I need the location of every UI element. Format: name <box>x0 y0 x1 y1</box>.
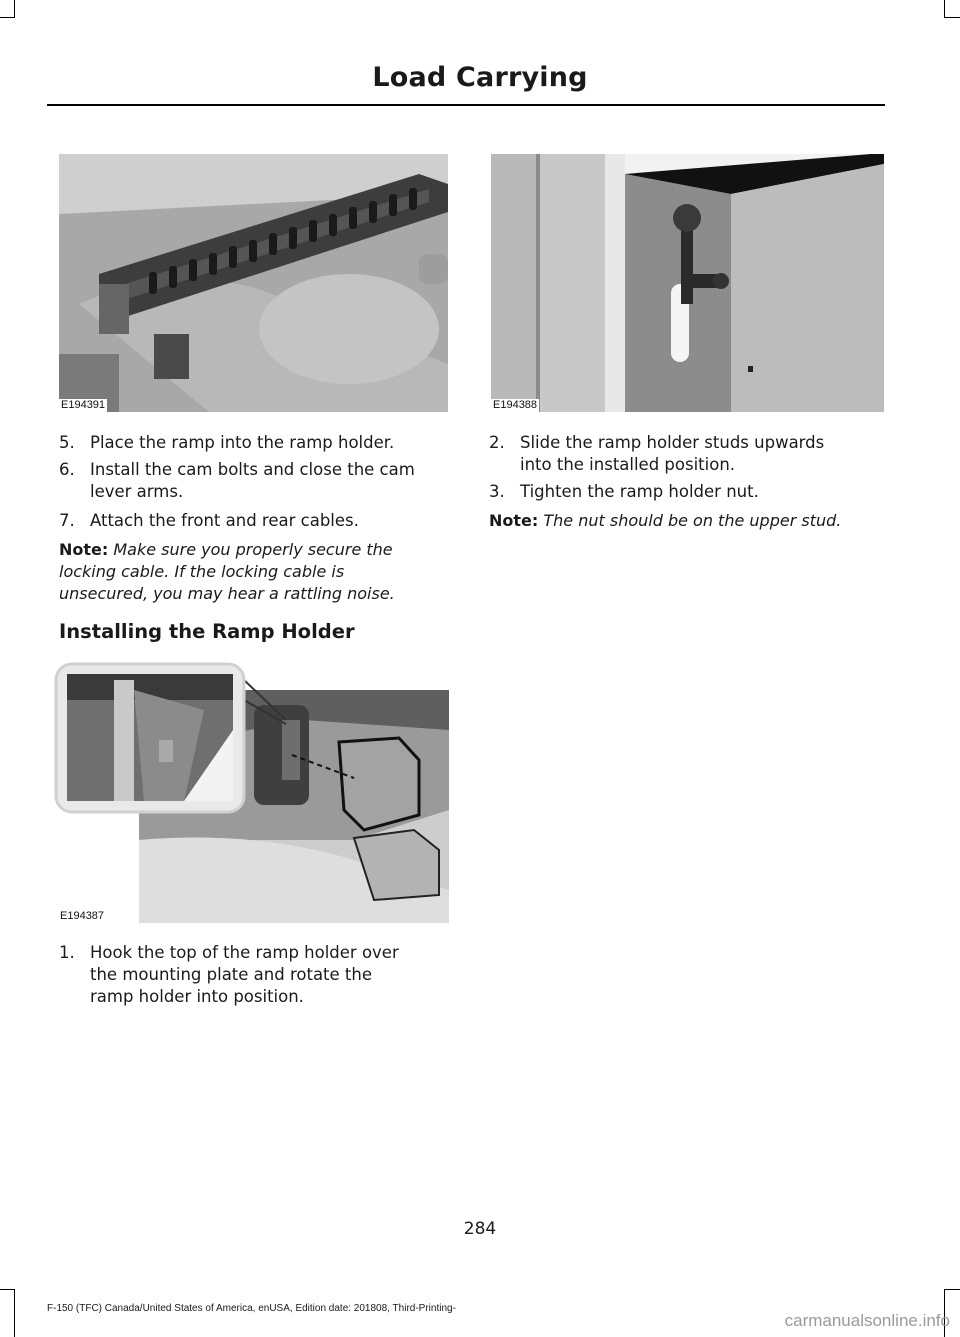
crop-mark <box>14 1289 15 1337</box>
figure-id: E194388 <box>493 399 538 411</box>
step-text: Hook the top of the ramp holder over <box>90 943 399 962</box>
step-number: 2. <box>489 433 505 452</box>
step-text: Attach the front and rear cables. <box>90 511 359 530</box>
list-item <box>59 942 459 1008</box>
crop-mark <box>944 0 945 18</box>
crop-mark <box>0 17 15 18</box>
step-text: ramp holder into position. <box>90 987 304 1006</box>
note-text: Make sure you properly secure the <box>113 540 393 559</box>
step-text: into the installed position. <box>520 455 736 474</box>
step-number: 6. <box>59 460 75 479</box>
ramp-holder-studs-illustration <box>491 154 884 412</box>
installing-ramp-holder-illustration <box>54 660 449 923</box>
list-item <box>59 459 459 503</box>
note-block <box>489 510 899 532</box>
footer-text: F-150 (TFC) Canada/United States of America, enUSA, Edition date: 201808, Third-Printing- <box>47 1303 456 1314</box>
note-block <box>59 539 459 605</box>
step-text: Install the cam bolts and close the cam <box>90 460 415 479</box>
figure-id: E194391 <box>61 399 106 411</box>
note-label: Note: <box>59 540 109 559</box>
step-text: Slide the ramp holder studs upwards <box>520 433 825 452</box>
figure-ramp-holder-studs <box>491 154 884 412</box>
step-number: 1. <box>59 943 75 962</box>
crop-mark <box>945 1289 960 1290</box>
step-number: 7. <box>59 511 75 530</box>
figure-installing-ramp-holder <box>54 660 449 923</box>
ramp-in-holder-illustration <box>59 154 448 412</box>
crop-mark <box>0 1289 15 1290</box>
step-text: lever arms. <box>90 482 184 501</box>
figure-id: E194387 <box>60 910 105 922</box>
step-number: 3. <box>489 482 505 501</box>
crop-mark <box>14 0 15 18</box>
step-number: 5. <box>59 433 75 452</box>
page-number: 284 <box>463 1219 497 1239</box>
list-item <box>489 432 889 476</box>
note-label: Note: <box>489 511 539 530</box>
note-text: The nut should be on the upper stud. <box>543 511 842 530</box>
step-text: Place the ramp into the ramp holder. <box>90 433 395 452</box>
note-text: locking cable. If the locking cable is <box>59 562 345 581</box>
crop-mark <box>945 17 960 18</box>
note-text: unsecured, you may hear a rattling noise. <box>59 584 395 603</box>
section-heading: Installing the Ramp Holder <box>59 620 355 643</box>
header-divider <box>47 104 885 106</box>
step-text: Tighten the ramp holder nut. <box>520 482 759 501</box>
figure-ramp-in-holder <box>59 154 448 412</box>
step-text: the mounting plate and rotate the <box>90 965 372 984</box>
page-title: Load Carrying <box>372 62 588 93</box>
watermark: carmanualsonline.info <box>784 1311 950 1330</box>
